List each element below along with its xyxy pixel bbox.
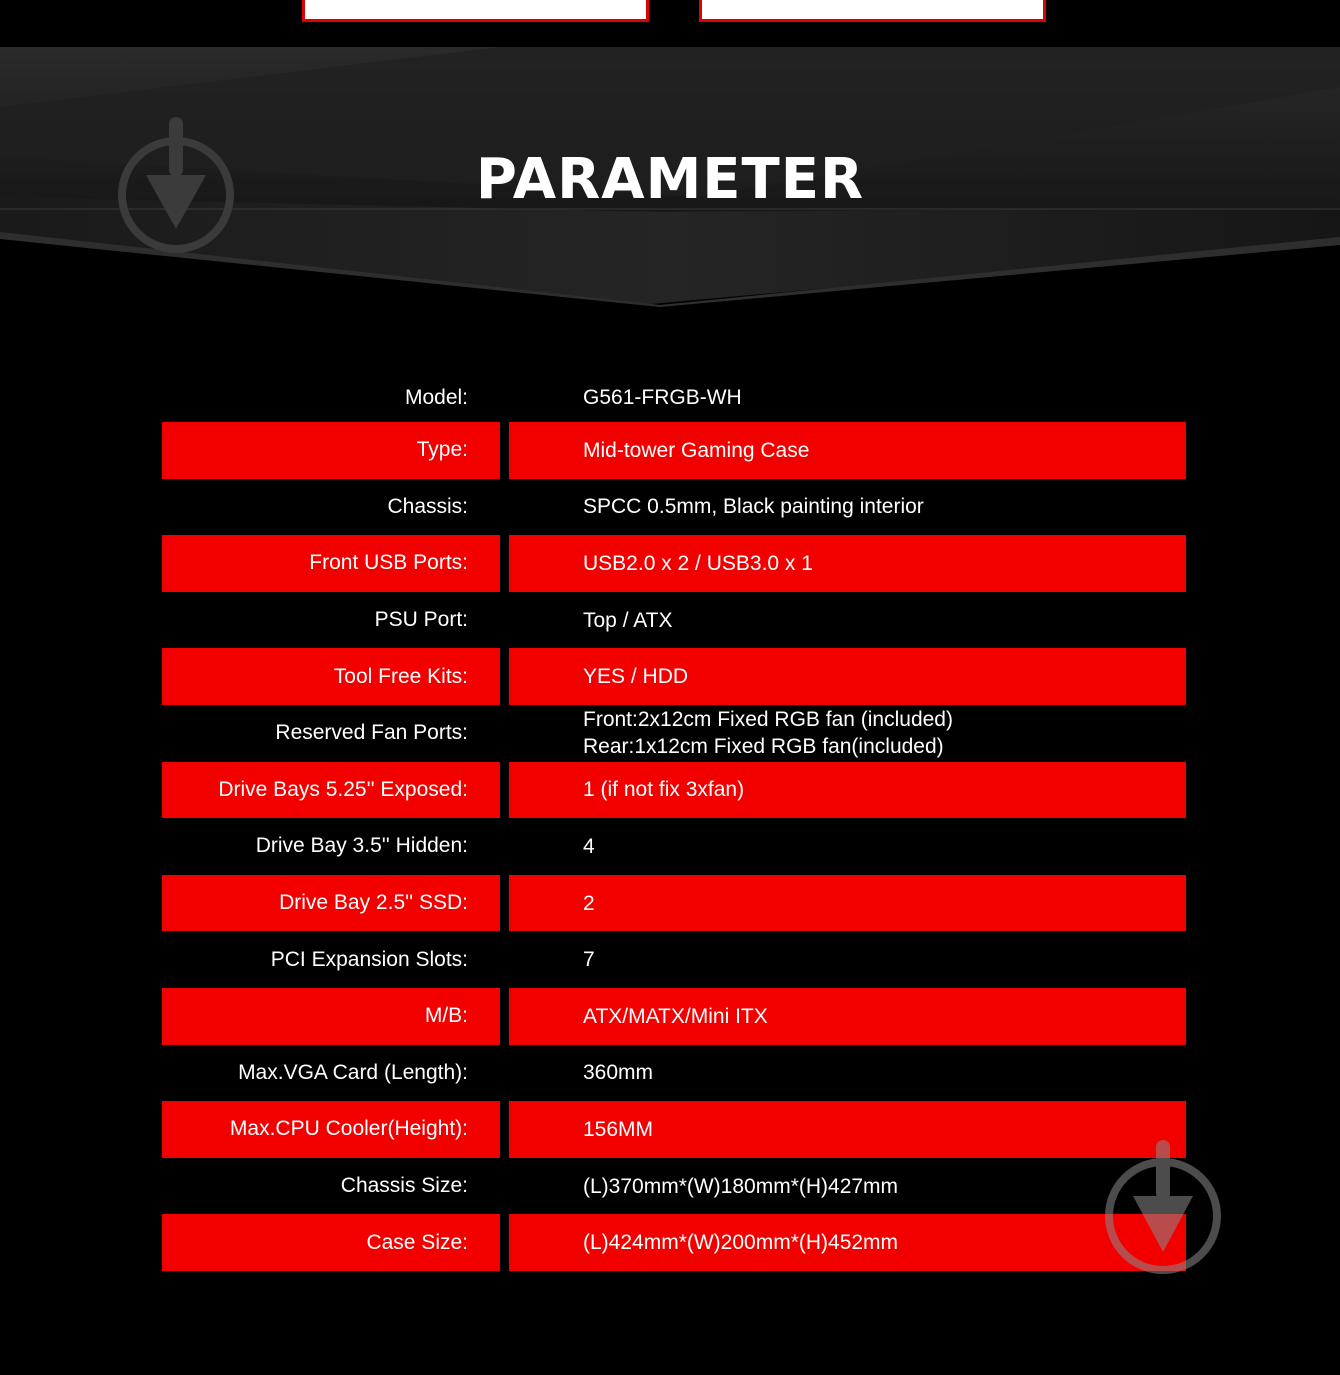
spec-label: Tool Free Kits: xyxy=(162,648,500,705)
top-tab-right[interactable] xyxy=(699,0,1046,22)
spec-value-line: Front:2x12cm Fixed RGB fan (included) xyxy=(583,708,953,732)
spec-row xyxy=(162,592,1186,649)
spec-value: USB2.0 x 2 / USB3.0 x 1 xyxy=(509,535,1186,592)
spec-label: Case Size: xyxy=(162,1214,500,1271)
spec-label: Chassis Size: xyxy=(340,1174,468,1198)
spec-label: M/B: xyxy=(162,988,500,1045)
spec-label: Front USB Ports: xyxy=(162,535,500,592)
spec-label: Max.VGA Card (Length): xyxy=(238,1060,468,1084)
spec-value: Mid-tower Gaming Case xyxy=(509,422,1186,479)
spec-label: Reserved Fan Ports: xyxy=(275,721,468,745)
spec-row xyxy=(162,818,1186,875)
spec-row xyxy=(162,1214,1186,1271)
spec-row xyxy=(162,705,1186,762)
spec-value: 1 (if not fix 3xfan) xyxy=(509,762,1186,819)
spec-row xyxy=(162,535,1186,592)
spec-row xyxy=(162,1158,1186,1215)
spec-row xyxy=(162,479,1186,536)
spec-value: SPCC 0.5mm, Black painting interior xyxy=(583,495,924,519)
spec-label: Max.CPU Cooler(Height): xyxy=(162,1101,500,1158)
spec-value: 2 xyxy=(509,875,1186,932)
spec-row xyxy=(162,648,1186,705)
top-strip xyxy=(0,0,1340,47)
spec-label: Drive Bay 2.5'' SSD: xyxy=(162,875,500,932)
spec-label: PCI Expansion Slots: xyxy=(270,947,468,971)
spec-row xyxy=(162,1045,1186,1102)
spec-label: Type: xyxy=(162,422,500,479)
spec-value: G561-FRGB-WH xyxy=(583,386,742,409)
spec-label: Model: xyxy=(404,385,468,409)
spec-value: YES / HDD xyxy=(509,648,1186,705)
spec-row xyxy=(162,422,1186,479)
top-tab-left[interactable] xyxy=(302,0,649,22)
spec-row xyxy=(162,931,1186,988)
spec-value xyxy=(509,705,1186,762)
spec-value-line: Rear:1x12cm Fixed RGB fan(included) xyxy=(583,735,944,759)
spec-value: 156MM xyxy=(509,1101,1186,1158)
spec-label: Drive Bays 5.25'' Exposed: xyxy=(162,762,500,819)
spec-table xyxy=(162,369,1186,1271)
spec-value: Top / ATX xyxy=(583,608,673,632)
spec-label: Chassis: xyxy=(387,494,468,518)
download-arrow-circle-icon xyxy=(1103,1140,1223,1280)
spec-value: ATX/MATX/Mini ITX xyxy=(509,988,1186,1045)
spec-label: Drive Bay 3.5'' Hidden: xyxy=(255,834,468,858)
spec-row xyxy=(162,762,1186,819)
page-title: PARAMETER xyxy=(475,147,865,212)
spec-value: 4 xyxy=(583,834,595,858)
spec-value: 360mm xyxy=(583,1061,654,1085)
spec-row xyxy=(162,875,1186,932)
spec-row xyxy=(162,1101,1186,1158)
spec-row xyxy=(162,988,1186,1045)
spec-label: PSU Port: xyxy=(374,608,468,632)
spec-row xyxy=(162,369,1186,422)
spec-value: (L)424mm*(W)200mm*(H)452mm xyxy=(509,1214,1186,1271)
spec-value: 7 xyxy=(583,948,595,972)
spec-value: (L)370mm*(W)180mm*(H)427mm xyxy=(583,1174,899,1198)
